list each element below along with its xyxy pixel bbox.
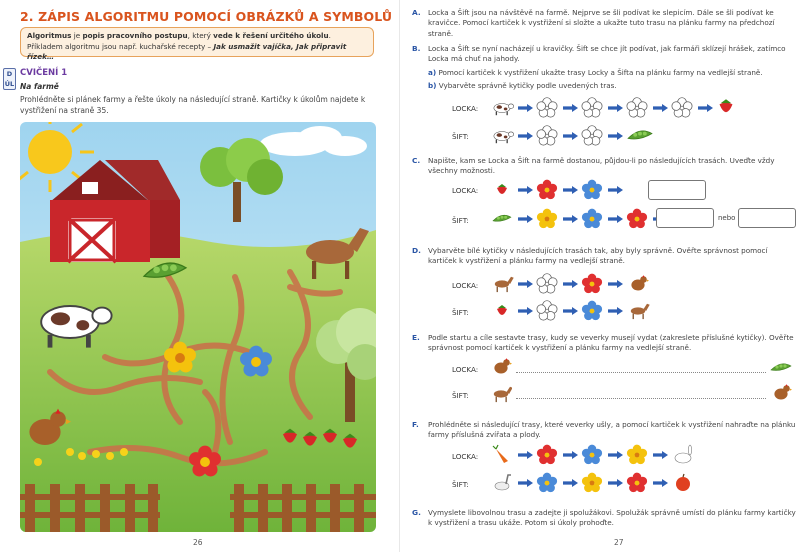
peas-icon <box>493 215 511 221</box>
cow-icon <box>494 104 514 116</box>
sub-text: Pomocí kartiček k vystřižení ukažte trasy Locky a Šifta na plánku farmy na vedlejší straně. <box>438 68 763 77</box>
white-flower-icon <box>627 98 647 117</box>
arrow-icon <box>518 479 533 487</box>
row-label-locka: LOCKA: <box>452 186 479 195</box>
yellow-flower-icon <box>582 473 602 492</box>
sequence-d-sift <box>490 300 710 322</box>
task-c-text: Napište, kam se Locka a Šift na farmě dostanou, půjdou-li po následujících trasách. Uveďte vždy všechny možnosti. <box>428 156 775 176</box>
yellow-flower-icon <box>537 209 557 228</box>
arrow-icon <box>518 307 533 315</box>
sequence-b-locka <box>490 97 750 119</box>
def-examples: Jak usmažit vajíčka, Jak připravit řízek… <box>27 41 347 61</box>
task-letter: F. <box>412 420 419 429</box>
arrow-icon <box>563 479 578 487</box>
row-label-sift: ŠIFT: <box>452 391 469 400</box>
arrow-icon <box>653 451 668 459</box>
red-flower-icon <box>537 180 557 199</box>
sub-text: Vybarvěte správně kytičky podle uvedených tras. <box>438 81 617 90</box>
sub-letter: a) <box>428 68 437 77</box>
du-badge <box>3 68 16 90</box>
def-bold-2: vede k řešení určitého úkolu <box>213 31 329 40</box>
arrow-icon <box>608 215 623 223</box>
definition-box <box>20 27 374 61</box>
answer-box[interactable] <box>656 208 714 228</box>
arrow-icon <box>563 104 578 112</box>
def-term: Algoritmus <box>27 31 72 40</box>
row-label-locka: LOCKA: <box>452 452 479 461</box>
arrow-icon <box>608 280 623 288</box>
task-b-text: Locka a Šift se nyní nacházejí u kravičky. Šift se chce jít podívat, jak farmáři sklízejí hrášek, zatímco Locka má chuť na jahody. <box>428 44 786 64</box>
exercise-subtitle: Na farmě <box>20 82 59 91</box>
task-b-a <box>428 68 763 77</box>
arrow-icon <box>563 186 578 194</box>
strawberry-icon <box>720 99 733 112</box>
yellow-flower-icon <box>627 445 647 464</box>
arrow-icon <box>653 479 668 487</box>
row-label-locka: LOCKA: <box>452 281 479 290</box>
exercise-text: Prohlédněte si plánek farmy a řešte úkoly na následující straně. Kartičky k úkolům najdete k vystřižení na straně 35. <box>20 95 366 115</box>
page-number: 26 <box>193 538 203 547</box>
du-badge-bottom: ÚL <box>4 80 15 88</box>
task-letter: E. <box>412 333 420 342</box>
task-letter: C. <box>412 156 421 165</box>
strawberry-icon <box>497 305 507 315</box>
answer-box[interactable] <box>648 180 706 200</box>
sequence-f-sift <box>490 472 730 494</box>
cow-icon <box>494 132 514 144</box>
def-text: je <box>71 31 83 40</box>
arrow-icon <box>608 132 623 140</box>
arrow-icon <box>698 104 713 112</box>
arrow-icon <box>518 280 533 288</box>
sub-letter: b) <box>428 81 437 90</box>
horse-icon <box>495 277 514 292</box>
task-letter: A. <box>412 8 421 17</box>
red-flower-icon <box>537 445 557 464</box>
white-flower-icon <box>537 301 557 320</box>
row-label-locka: LOCKA: <box>452 365 479 374</box>
task-f-text: Prohlédněte si následující trasy, které veverky ušly, a pomocí kartiček k vystřižení nahraďte na plánku farmy příslušná zvířata a plody. <box>428 420 796 440</box>
page-number: 27 <box>614 538 624 547</box>
row-label-sift: ŠIFT: <box>452 308 469 317</box>
blue-flower-icon <box>537 473 557 492</box>
arrow-icon <box>563 215 578 223</box>
white-flower-icon <box>537 126 557 145</box>
white-flower-icon <box>537 274 557 293</box>
white-flower-icon <box>672 98 692 117</box>
route-line[interactable] <box>516 372 766 373</box>
farm-map-illustration <box>20 122 376 532</box>
task-letter: B. <box>412 44 421 53</box>
task-b-b <box>428 81 617 90</box>
def-text: , který <box>187 31 214 40</box>
arrow-icon <box>518 186 533 194</box>
arrow-icon <box>563 307 578 315</box>
def-bold-1: popis pracovního postupu <box>82 31 188 40</box>
strawberry-icon <box>497 184 507 194</box>
row-label-locka: LOCKA: <box>452 104 479 113</box>
hen-icon <box>490 357 512 379</box>
hen-icon <box>631 275 649 290</box>
blue-flower-icon <box>582 209 602 228</box>
rabbit-icon <box>675 445 692 463</box>
arrow-icon <box>608 479 623 487</box>
red-flower-icon <box>627 473 647 492</box>
answer-box[interactable] <box>738 208 796 228</box>
red-flower-icon <box>627 209 647 228</box>
arrow-icon <box>653 104 668 112</box>
sequence-c-locka <box>490 179 650 201</box>
hen-icon <box>770 383 792 405</box>
horse-icon <box>631 304 650 319</box>
exercise-title: CVIČENÍ 1 <box>20 68 68 78</box>
arrow-icon <box>518 104 533 112</box>
horse-icon <box>490 383 512 405</box>
arrow-icon <box>563 451 578 459</box>
arrow-icon <box>518 451 533 459</box>
peas-icon <box>768 357 794 379</box>
page-title: 2. ZÁPIS ALGORITMU POMOCÍ OBRÁZKŮ A SYMBOLŮ <box>20 9 393 24</box>
or-label: nebo <box>718 214 736 222</box>
white-flower-icon <box>582 98 602 117</box>
sequence-d-locka <box>490 273 710 295</box>
white-flower-icon <box>537 98 557 117</box>
arrow-icon <box>608 307 623 315</box>
arrow-icon <box>518 215 533 223</box>
def-text: . Příkladem algoritmu jsou např. kuchařské recepty – <box>27 31 331 51</box>
arrow-icon <box>563 132 578 140</box>
du-badge-top: D <box>6 70 13 78</box>
task-a-text: Locka a Šift jsou na návštěvě na farmě. Nejprve se šli podívat ke slepicím. Dále se šli podívat ke kravičce. Pomocí kartiček k vystřižení si složte a ukažte tuto trasu na plánku farmy na předchozí straně. <box>428 8 775 38</box>
task-g-text: Vymyslete libovolnou trasu a zadejte ji spolužákovi. Spolužák správně umístí do plánku farmy kartičky k vystřižení a trasu ukáže. Potom si úkoly prohoďte. <box>428 508 796 528</box>
arrow-icon <box>608 104 623 112</box>
blue-flower-icon <box>582 445 602 464</box>
red-flower-icon <box>582 274 602 293</box>
blue-flower-icon <box>582 301 602 320</box>
arrow-icon <box>563 280 578 288</box>
arrow-icon <box>518 132 533 140</box>
carrot-icon <box>493 445 508 463</box>
sequence-f-locka <box>490 444 730 466</box>
apple-icon <box>676 474 690 491</box>
task-e-text: Podle startu a cíle sestavte trasy, kudy se veverky musejí vydat (zakreslete příslušné kytičky). Ověřte správnost pomocí kartiček k vystřižení a plánku farmy na vedlejší straně. <box>428 333 794 353</box>
row-label-sift: ŠIFT: <box>452 216 469 225</box>
right-page <box>400 0 800 552</box>
blue-flower-icon <box>582 180 602 199</box>
white-flower-icon <box>582 126 602 145</box>
arrow-icon <box>608 451 623 459</box>
sequence-b-sift <box>490 125 710 147</box>
row-label-sift: ŠIFT: <box>452 132 469 141</box>
task-letter: G. <box>412 508 421 517</box>
task-d-text: Vybarvěte bílé kytičky v následujících trasách tak, aby byly správně. Ověřte správnost pomocí kartiček k vystřižení a plánku farmy na vedlejší straně. <box>428 246 768 266</box>
route-line[interactable] <box>516 398 766 399</box>
peas-icon <box>628 131 652 139</box>
arrow-icon <box>608 186 623 194</box>
goose-icon <box>495 475 511 490</box>
task-letter: D. <box>412 246 421 255</box>
row-label-sift: ŠIFT: <box>452 480 469 489</box>
